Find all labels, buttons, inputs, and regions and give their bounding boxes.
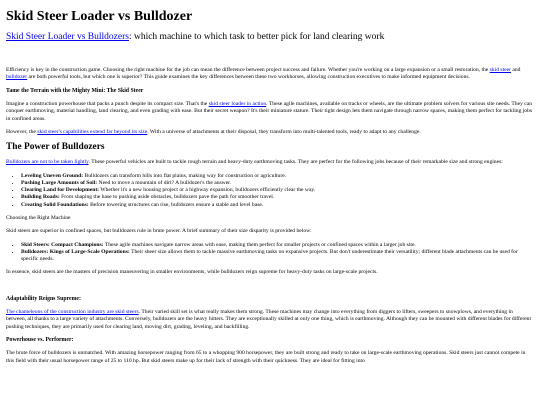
- list-item-label: Building Roads:: [21, 194, 60, 201]
- page-title: Skid Steer Loader vs Bulldozer: [6, 9, 193, 24]
- list-item-text: These agile machines navigate narrow areas with ease, making them perfect for smaller projects or confined spaces within a larger job site.: [103, 241, 416, 248]
- powerhouse-paragraph: The brute force of bulldozers is unmatched. With amazing horsepower ranging from 65 to a whopping 900 horsepower, they are built strong and ready to take on large-scale earthmoving operations. Skid steers just cannot compete in this field with their usual horsepower range of 25 to 110 hp. But skid steers make up for their lack of strength with their quickness. They are ideal for fitting into: [6, 350, 526, 364]
- adaptability-paragraph: [6, 309, 534, 331]
- skid-steer-paragraph-2: [6, 129, 534, 136]
- section-spacer: [6, 283, 534, 296]
- section-heading-powerhouse: Powerhouse vs. Performer:: [6, 336, 74, 343]
- page-subtitle: [6, 32, 534, 44]
- list-item-label: Skid Steers: Compact Champions:: [21, 241, 104, 248]
- skid-steer-link[interactable]: skid steer: [489, 66, 511, 73]
- intro-text-2: and: [510, 66, 521, 73]
- chameleons-link[interactable]: The chameleons of the construction industry are skid steers: [6, 309, 139, 316]
- section-heading-adaptability: Adaptability Reigns Supreme:: [6, 295, 81, 302]
- subtitle-text: : which machine to which task to better pick for land clearing work: [128, 32, 385, 43]
- section-heading-bulldozers: The Power of Bulldozers: [6, 142, 105, 153]
- bulldozer-link[interactable]: bulldozer: [6, 74, 28, 81]
- skid-steer-in-action-link[interactable]: skid steer loader in action: [208, 101, 267, 108]
- list-item-text: Need to move a mountain of dirt? A bulldozer's the answer.: [97, 179, 232, 186]
- bulldozers-not-lightly-link[interactable]: Bulldozers are not to be taken lightly: [6, 159, 89, 166]
- list-item-label: Leveling Uneven Ground:: [21, 172, 84, 179]
- list-item-text: Their sheer size allows them to tackle massive earthmoving tasks on expansive projects. But don't underestimate their versatility; different blade attachments can be used for specific needs.: [21, 248, 518, 263]
- skid-steer-text-1: Imagine a construction powerhouse that packs a punch despite its compact size. That's the: [6, 101, 209, 108]
- list-item-text: Whether it's a new housing project or a highway expansion, bulldozers efficiently clear the way.: [99, 187, 316, 194]
- skid-steer-text-2: . These agile machines, available on tracks or wheels, are the ultimate problem solvers for various site needs. They can conquer earthmoving, material handling, land clearing, and even grading with ease. But their secret weapon? It's their miniature stature. Their tight design lets them navigate through narrow spaces, making them perfect for tackling jobs in confined areas.: [6, 101, 533, 122]
- skid-steer-text-4: . With a universe of attachments at their disposal, they transform into multi-talented tools, ready to adapt to any challenge.: [147, 128, 421, 135]
- list-item: [21, 202, 534, 209]
- intro-text-3: are both powerful tools, but which one is superior? This guide examines the key differences between these two workhorses, allowing construction executives to make informed equipment decisions.: [27, 74, 470, 81]
- skid-steer-paragraph-1: [6, 101, 534, 123]
- intro-text-1: Efficiency is key in the construction game. Choosing the right machine for the job can mean the difference between project success and failure. Whether you're working on a large expansion or a small restoration, the: [6, 66, 490, 73]
- skid-steer-text-3: However, the: [6, 128, 38, 135]
- list-item-label: Clearing Land for Development:: [21, 187, 100, 194]
- size-comparison-list: [6, 242, 534, 264]
- list-item-label: Pushing Large Amounts of Soil:: [21, 179, 98, 186]
- section-heading-choosing: Choosing the Right Machine: [6, 214, 71, 221]
- adaptability-text: . Their varied skill set is what really makes them strong. These machines may change into everything from diggers to lifters, sweepers to snowplows, and everything in between, all thanks to a large variety of attachments. Conversely, bulldozers are the heavy hitters. They are exceptionally skilled at only one thing, which is earthmoving. Although they can be mounted with different blades for different pushing techniques, they are primarily used for clearing land, moving dirt, grading, leveling, and backfilling.: [6, 309, 532, 330]
- list-item: [21, 242, 534, 249]
- section-heading-skid-steer: Tame the Terrain with the Mighty Mini: The Skid Steer: [6, 87, 144, 94]
- bulldozer-text: . These powerful vehicles are built to tackle rough terrain and heavy-duty earthmoving tasks. They are perfect for the following jobs because of their remarkable size and strong engines:: [88, 159, 503, 166]
- subtitle-link[interactable]: Skid Steer Loader vs Bulldozers: [6, 32, 129, 43]
- list-item-text: From shaping the base to pushing aside obstacles, bulldozers pave the path for smoother travel.: [59, 194, 275, 201]
- list-item: [21, 249, 534, 264]
- choosing-summary: In essence, skid steers are the masters of precision maneuvering in smaller environments, while bulldozers reign supreme for heavy-duty tasks on large-scale projects.: [6, 269, 378, 276]
- skid-steer-capabilities-link[interactable]: skid steer's capabilities extend far beyond its size: [37, 128, 148, 135]
- choosing-paragraph: Skid steers are superior in confined spaces, but bulldozers rule in brute power. A brief summary of their size disparity is provided below:: [6, 228, 312, 235]
- bulldozer-paragraph: [6, 159, 534, 166]
- list-item-label: Creating Solid Foundations:: [21, 201, 89, 208]
- list-item-text: Bulldozers can transform hills into flat plains, making way for construction or agriculture.: [83, 172, 287, 179]
- list-item: [21, 173, 534, 180]
- list-item-text: Before towering structures can rise, bulldozers ensure a stable and level base.: [88, 201, 264, 208]
- intro-paragraph: [6, 67, 534, 82]
- list-item-label: Bulldozers: Kings of Large-Scale Operations:: [21, 248, 130, 255]
- bulldozer-jobs-list: [6, 173, 534, 209]
- list-item: [21, 194, 534, 201]
